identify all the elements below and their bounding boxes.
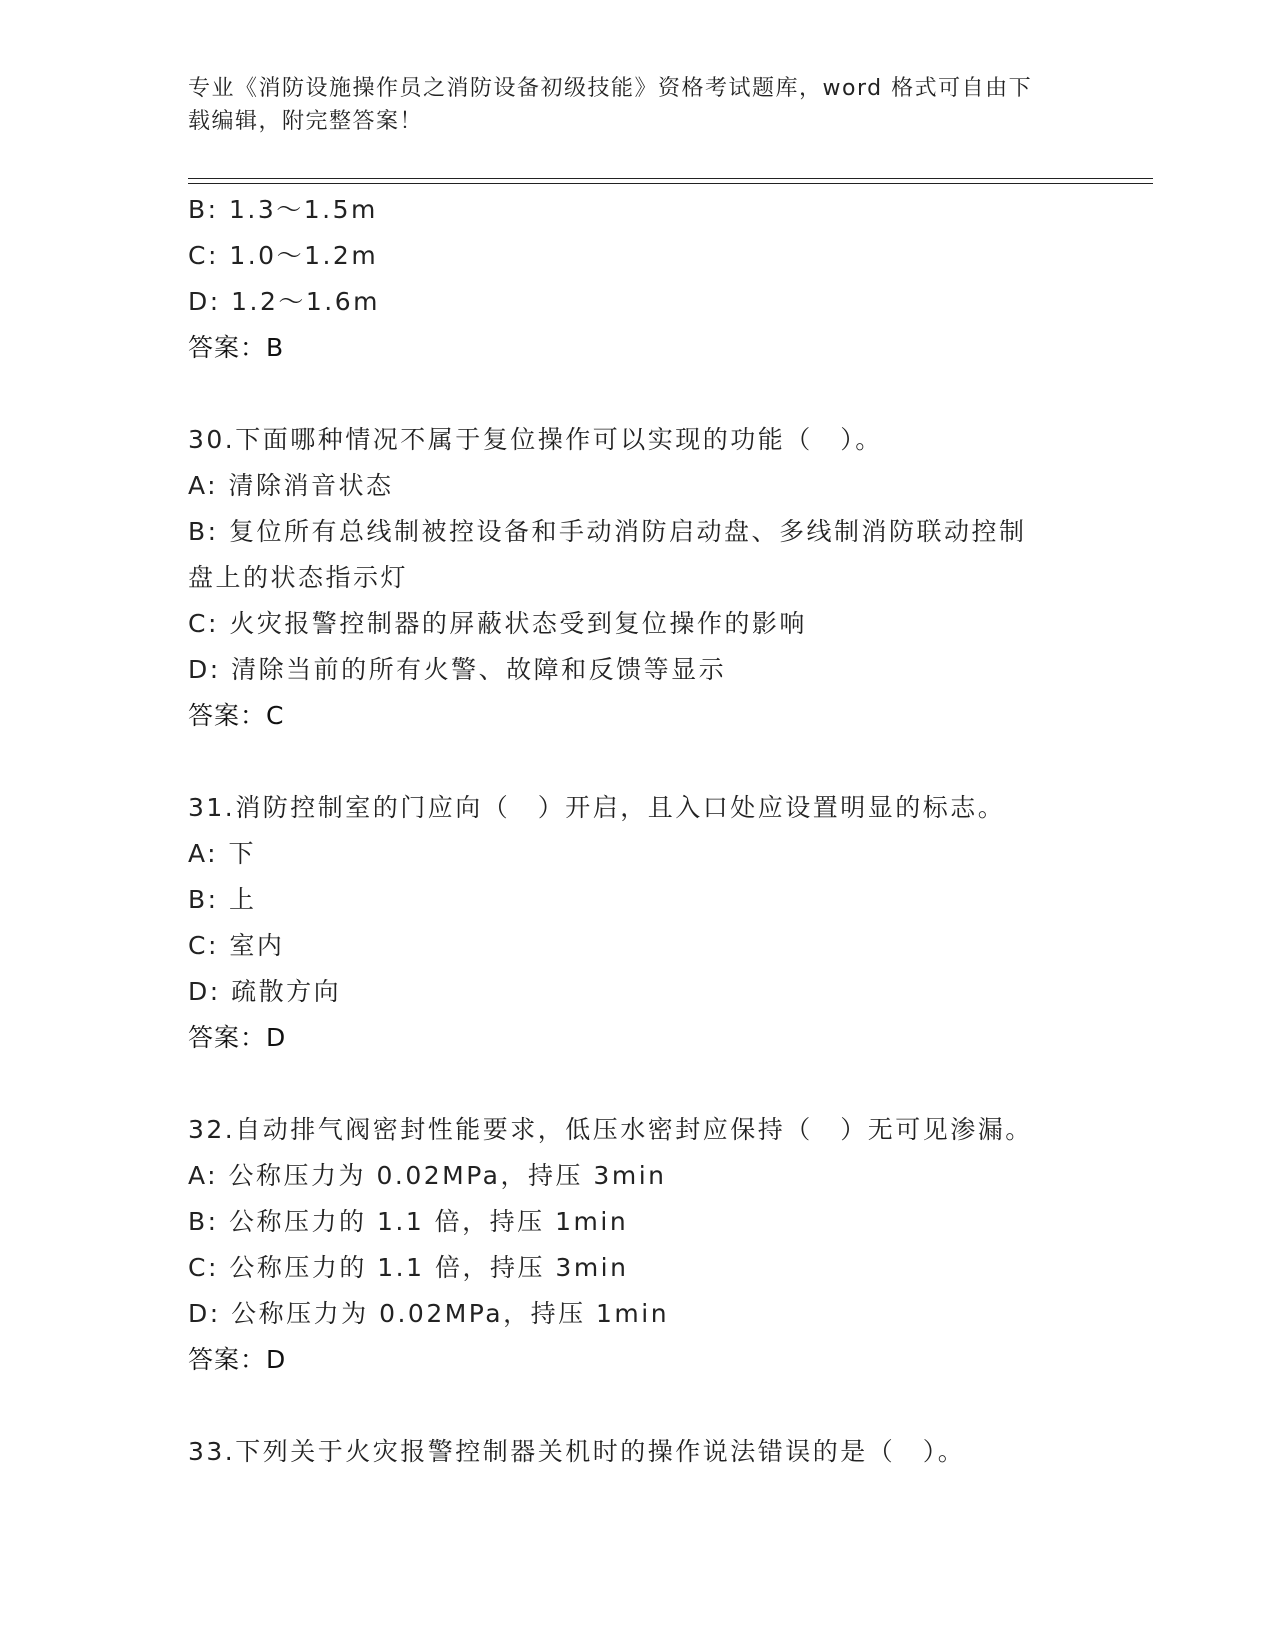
question-31-block — [188, 785, 1088, 1061]
q31-option-c: C: 室内 — [188, 931, 285, 960]
q31-option-d: D: 疏散方向 — [188, 977, 342, 1006]
q30-option-a: A: 清除消音状态 — [188, 471, 394, 500]
q30-question: 30.下面哪种情况不属于复位操作可以实现的功能（ ）。 — [188, 425, 883, 454]
question-33-block — [188, 1429, 1088, 1475]
q32-answer: 答案：D — [188, 1345, 287, 1374]
q30-option-d: D: 清除当前的所有火警、故障和反馈等显示 — [188, 655, 727, 684]
q31-question: 31.消防控制室的门应向（ ）开启，且入口处应设置明显的标志。 — [188, 793, 1006, 822]
header-line-2: 载编辑，附完整答案！ — [188, 109, 424, 134]
header-divider-bottom — [188, 183, 1153, 184]
question-29-block — [188, 187, 1088, 371]
q31-option-a: A: 下 — [188, 839, 257, 868]
q30-answer: 答案：C — [188, 701, 285, 730]
q29-option-d: D: 1.2～1.6m — [188, 287, 380, 316]
question-content — [188, 187, 1088, 1475]
header-line-1: 专业《消防设施操作员之消防设备初级技能》资格考试题库，word 格式可自由下 — [188, 76, 1033, 101]
q30-option-b-line-1: B: 复位所有总线制被控设备和手动消防启动盘、多线制消防联动控制 — [188, 517, 1027, 546]
q32-option-c: C: 公称压力的 1.1 倍，持压 3min — [188, 1253, 629, 1282]
q29-answer: 答案：B — [188, 333, 285, 362]
question-32-block — [188, 1107, 1088, 1383]
q31-answer: 答案：D — [188, 1023, 287, 1052]
q32-option-a: A: 公称压力为 0.02MPa，持压 3min — [188, 1161, 667, 1190]
spacer — [188, 1061, 1088, 1107]
spacer — [188, 739, 1088, 785]
q29-option-b: B: 1.3～1.5m — [188, 195, 378, 224]
question-30-block — [188, 417, 1088, 739]
spacer — [188, 371, 1088, 417]
q32-option-d: D: 公称压力为 0.02MPa，持压 1min — [188, 1299, 670, 1328]
q30-option-b-line-2: 盘上的状态指示灯 — [188, 563, 409, 592]
q32-question: 32.自动排气阀密封性能要求，低压水密封应保持（ ）无可见渗漏。 — [188, 1115, 1033, 1144]
q30-option-c: C: 火灾报警控制器的屏蔽状态受到复位操作的影响 — [188, 609, 807, 638]
spacer — [188, 1383, 1088, 1429]
q31-option-b: B: 上 — [188, 885, 257, 914]
q32-option-b: B: 公称压力的 1.1 倍，持压 1min — [188, 1207, 629, 1236]
document-header — [188, 72, 1068, 138]
q29-option-c: C: 1.0～1.2m — [188, 241, 379, 270]
q33-question: 33.下列关于火灾报警控制器关机时的操作说法错误的是（ ）。 — [188, 1437, 966, 1466]
header-divider-top — [188, 178, 1153, 179]
